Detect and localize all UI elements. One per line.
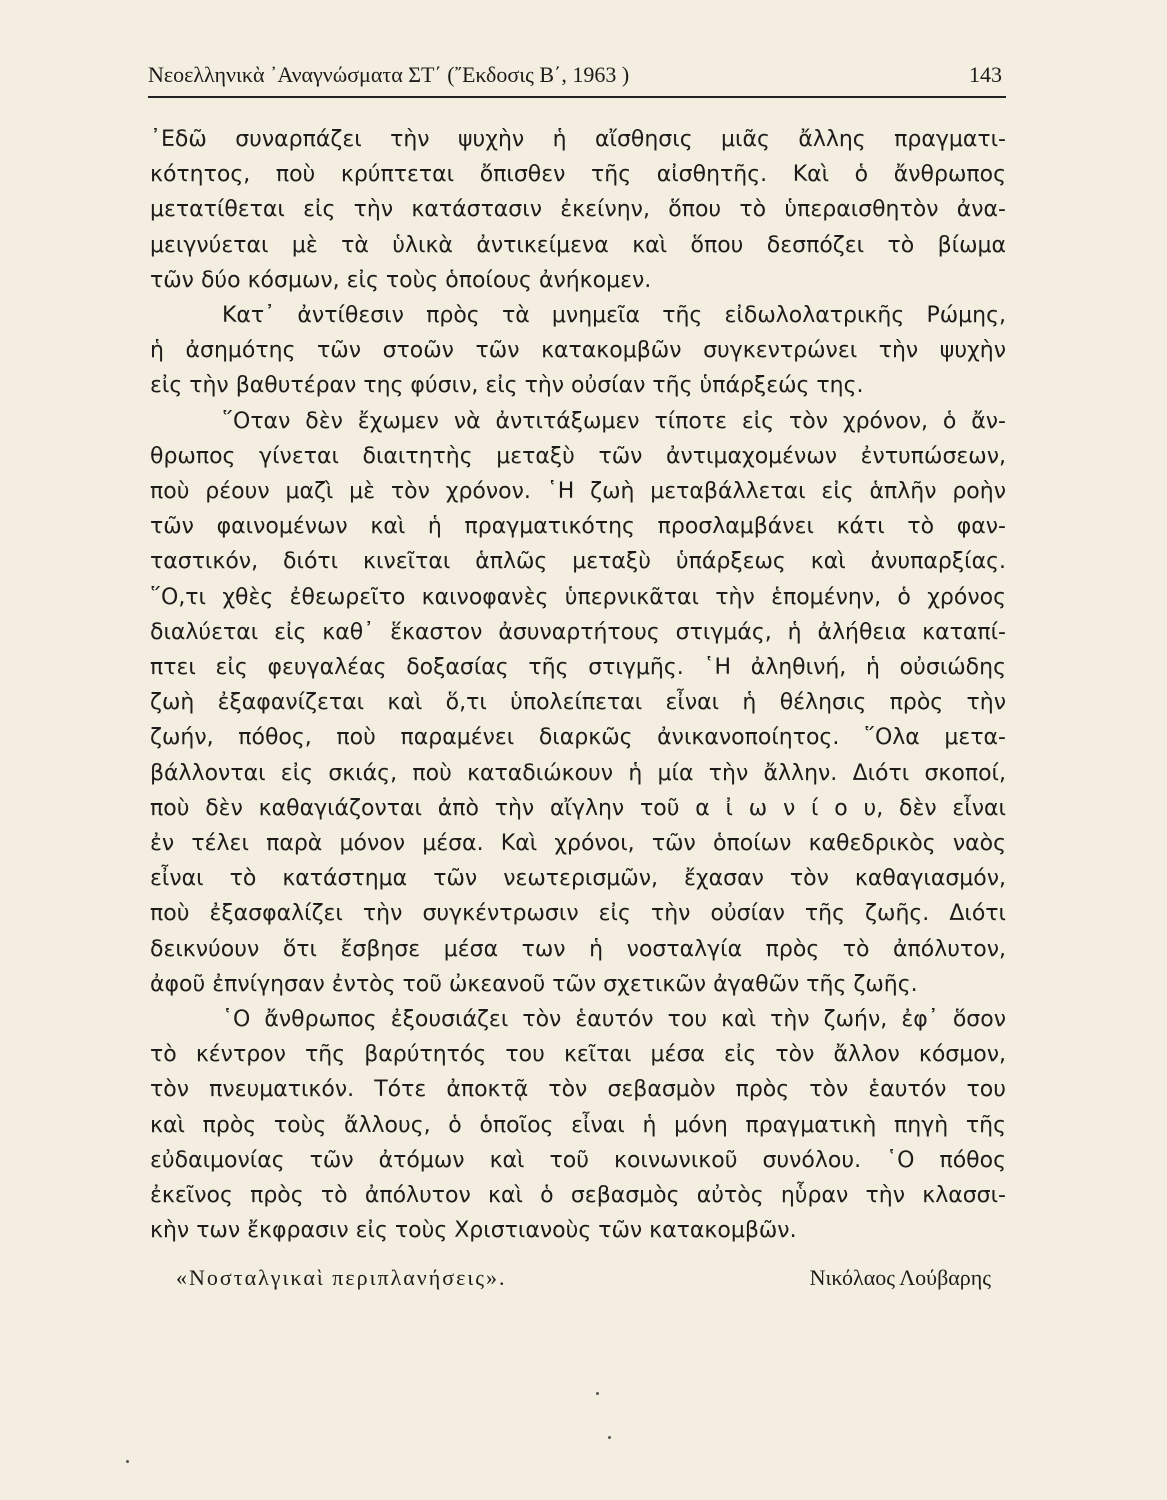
text-line: ῞Οταν δὲν ἔχωμεν νὰ ἀντιτάξωμεν τίποτε εἰς τὸν χρόνον, ὁ ἄν- (222, 408, 1006, 434)
text-line: ἐν τέλει παρὰ μόνον μέσα. Καὶ χρόνοι, τῶν ὁποίων καθεδρικὸς ναὸς (150, 831, 1006, 857)
text-line: ᾿Εδῶ συναρπάζει τὴν ψυχὴν ἡ αἴσθησις μιᾶς ἄλλης πραγματι- (150, 127, 1006, 152)
text-line: ποὺ ρέουν μαζὶ μὲ τὸν χρόνον. ῾Η ζωὴ μεταβάλλεται εἰς ἁπλῆν ροὴν (150, 479, 1006, 505)
text-line: ποὺ ἐξασφαλίζει τὴν συγκέντρωσιν εἰς τὴν οὐσίαν τῆς ζωῆς. Διότι (150, 901, 1006, 927)
text-line: κὴν των ἔκφρασιν εἰς τοὺς Χριστιανοὺς τῶν κατακομβῶν. (150, 1218, 797, 1244)
author-name: Νικόλαος Λούβαρης (809, 1265, 991, 1290)
text-line: διαλύεται εἰς καθ᾿ ἕκαστον ἀσυναρτήτους στιγμάς, ἡ ἀλήθεια καταπί- (150, 619, 1006, 645)
text-line: ῞Ο,τι χθὲς ἐθεωρεῖτο καινοφανὲς ὑπερνικᾶται τὴν ἑπομένην, ὁ χρόνος (150, 584, 1006, 610)
text-line: ποὺ δὲν καθαγιάζονται ἀπὸ τὴν αἴγλην τοῦ α ἰ ω ν ί ο υ, δὲν εἶναι (150, 795, 1006, 821)
text-line: ἐκεῖνος πρὸς τὸ ἀπόλυτον καὶ ὁ σεβασμὸς αὐτὸς ηὗραν τὴν κλασσι- (150, 1183, 1006, 1209)
text-line: τὸν πνευματικόν. Τότε ἀποκτᾷ τὸν σεβασμὸν πρὸς τὸν ἑαυτόν του (150, 1077, 1006, 1103)
main-text (150, 122, 1006, 1249)
print-speck (596, 1392, 599, 1395)
paragraph-2 (150, 298, 1006, 404)
text-line: κότητος, ποὺ κρύπτεται ὄπισθεν τῆς αἰσθητῆς. Καὶ ὁ ἄνθρωπος (150, 162, 1006, 188)
text-line: ζωήν, πόθος, ποὺ παραμένει διαρκῶς ἀνικανοποίητος. ῞Ολα μετα- (150, 725, 1006, 751)
text-line: ζωὴ ἐξαφανίζεται καὶ ὅ,τι ὑπολείπεται εἶναι ἡ θέλησις πρὸς τὴν (150, 690, 1006, 716)
print-speck (608, 1436, 611, 1439)
paragraph-4 (150, 1002, 1006, 1248)
text-line: ταστικόν, διότι κινεῖται ἁπλῶς μεταξὺ ὑπάρξεως καὶ ἀνυπαρξίας. (150, 549, 1006, 575)
paragraph-3 (150, 404, 1006, 1002)
text-line: καὶ πρὸς τοὺς ἄλλους, ὁ ὁποῖος εἶναι ἡ μόνη πραγματικὴ πηγὴ τῆς (150, 1112, 1006, 1138)
text-line: μετατίθεται εἰς τὴν κατάστασιν ἐκείνην, ὅπου τὸ ὑπεραισθητὸν ἀνα- (150, 197, 1006, 223)
text-line: μειγνύεται μὲ τὰ ὑλικὰ ἀντικείμενα καὶ ὅπου δεσπόζει τὸ βίωμα (150, 232, 1006, 258)
text-line: βάλλονται εἰς σκιάς, ποὺ καταδιώκουν ἡ μία τὴν ἄλλην. Διότι σκοποί, (150, 760, 1006, 786)
text-line: τῶν δύο κόσμων, εἰς τοὺς ὁποίους ἀνήκομεν. (150, 267, 652, 293)
paragraph-1 (150, 122, 1006, 298)
page-number: 143 (969, 62, 1002, 87)
text-line: τῶν φαινομένων καὶ ἡ πραγματικότης προσλαμβάνει κάτι τὸ φαν- (150, 514, 1006, 540)
text-line: θρωπος γίνεται διαιτητὴς μεταξὺ τῶν ἀντιμαχομένων ἐντυπώσεων, (150, 443, 1006, 469)
text-line: εὐδαιμονίας τῶν ἀτόμων καὶ τοῦ κοινωνικοῦ συνόλου. ῾Ο πόθος (150, 1147, 1006, 1173)
text-line: πτει εἰς φευγαλέας δοξασίας τῆς στιγμῆς. ῾Η ἀληθινή, ἡ οὐσιώδης (150, 655, 1006, 681)
text-line: τὸ κέντρον τῆς βαρύτητός του κεῖται μέσα εἰς τὸν ἄλλον κόσμον, (150, 1042, 1006, 1068)
running-title: Νεοελληνικὰ ᾿Αναγνώσματα ΣΤ΄ (῎Εκδοσις Β΄, 1963 ) (148, 62, 630, 87)
text-line: δεικνύουν ὅτι ἔσβησε μέσα των ἡ νοσταλγία πρὸς τὸ ἀπόλυτον, (150, 936, 1006, 962)
page-header (148, 56, 1006, 98)
text-line: Κατ᾿ ἀντίθεσιν πρὸς τὰ μνημεῖα τῆς εἰδωλολατρικῆς Ρώμης, (222, 303, 1006, 329)
text-line: εἰς τὴν βαθυτέραν της φύσιν, εἰς τὴν οὐσίαν τῆς ὑπάρξεώς της. (150, 373, 864, 399)
text-line: εἶναι τὸ κατάστημα τῶν νεωτερισμῶν, ἔχασαν τὸν καθαγιασμόν, (150, 866, 1006, 892)
text-line: ῾Ο ἄνθρωπος ἐξουσιάζει τὸν ἑαυτόν του καὶ τὴν ζωήν, ἐφ᾿ ὅσον (222, 1007, 1006, 1033)
source-title: «Νοσταλγικαὶ περιπλανήσεις». (176, 1265, 507, 1290)
text-line: ἀφοῦ ἐπνίγησαν ἐντὸς τοῦ ὠκεανοῦ τῶν σχετικῶν ἀγαθῶν τῆς ζωῆς. (150, 971, 918, 997)
text-line: ἡ ἀσημότης τῶν στοῶν τῶν κατακομβῶν συγκεντρώνει τὴν ψυχὴν (150, 338, 1006, 364)
print-speck (126, 1460, 129, 1463)
